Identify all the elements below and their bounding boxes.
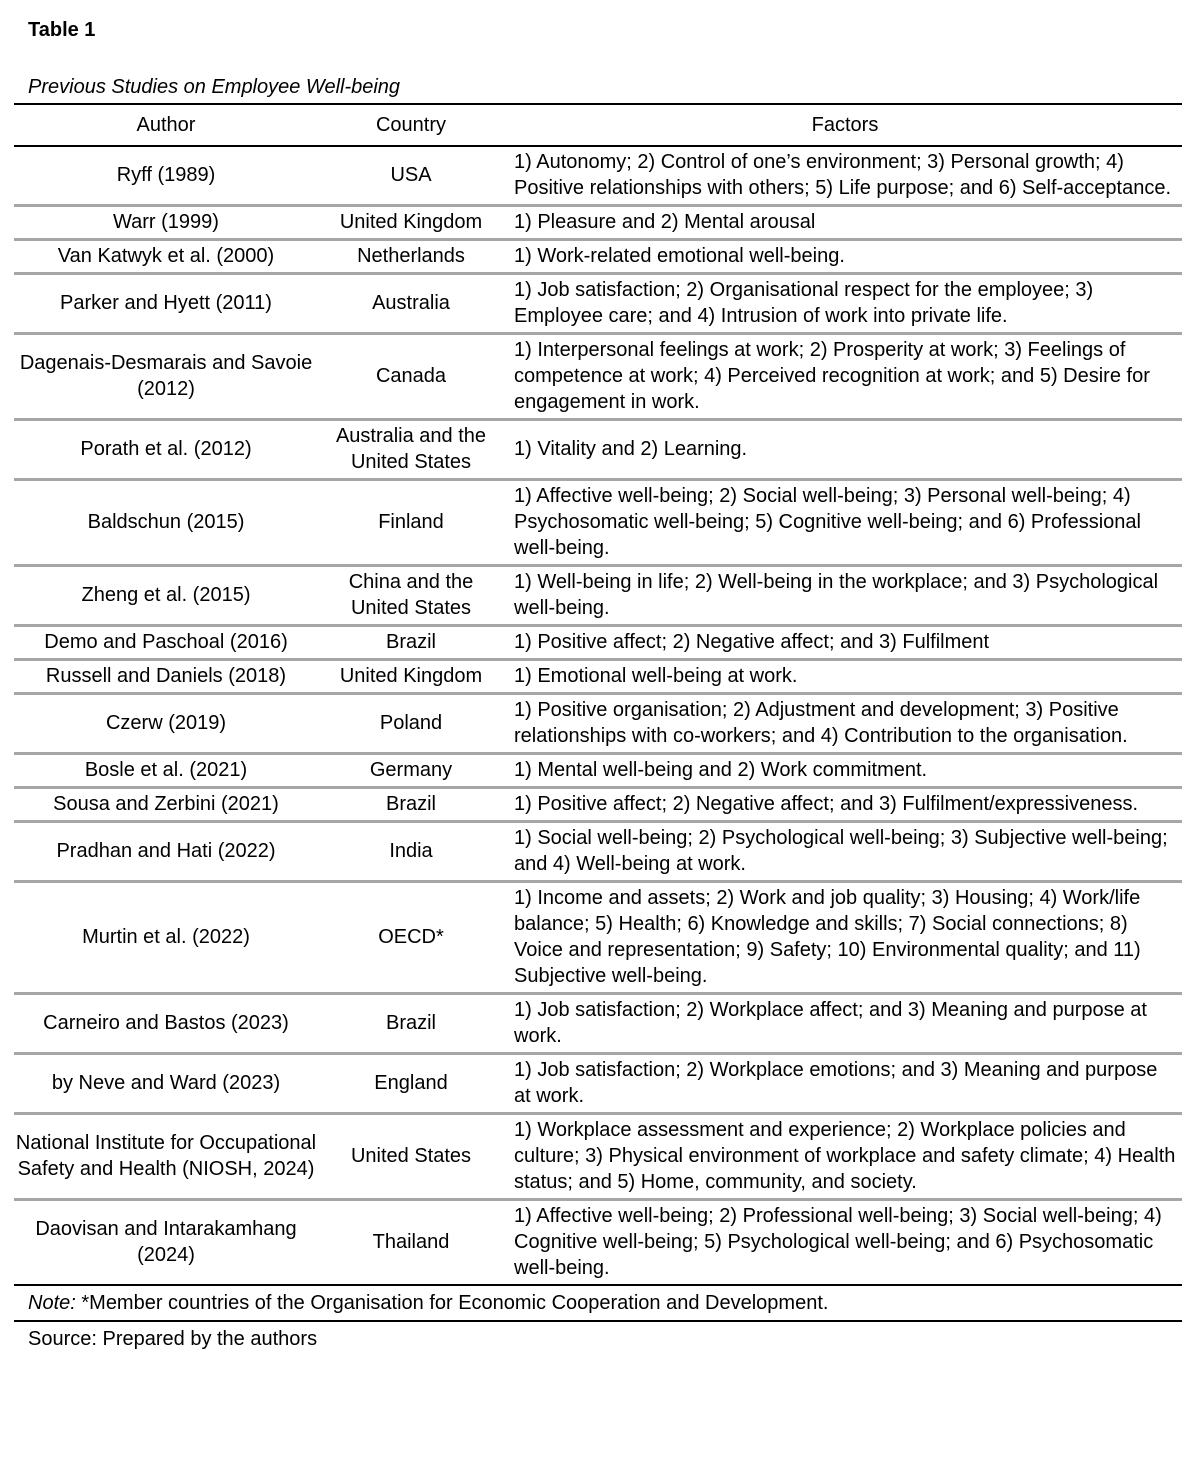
factors-cell: 1) Pleasure and 2) Mental arousal — [504, 206, 1182, 240]
author-cell: Parker and Hyett (2011) — [14, 274, 318, 334]
author-cell: Zheng et al. (2015) — [14, 566, 318, 626]
factors-cell: 1) Positive organisation; 2) Adjustment and development; 3) Positive relationships with co-workers; and 4) Contribution to the organisation. — [504, 694, 1182, 754]
author-cell: Baldschun (2015) — [14, 480, 318, 566]
factors-cell: 1) Positive affect; 2) Negative affect; and 3) Fulfilment/expressiveness. — [504, 788, 1182, 822]
author-cell: Sousa and Zerbini (2021) — [14, 788, 318, 822]
factors-cell: 1) Workplace assessment and experience; 2) Workplace policies and culture; 3) Physical environment of workplace and safety climate; 4) Health status; and 5) Home, community, and society. — [504, 1114, 1182, 1200]
factors-cell: 1) Social well-being; 2) Psychological well-being; 3) Subjective well-being; and 4) Well-being at work. — [504, 822, 1182, 882]
table-row — [14, 240, 1182, 274]
table-note — [14, 1286, 1182, 1322]
factors-cell: 1) Emotional well-being at work. — [504, 660, 1182, 694]
table-row — [14, 206, 1182, 240]
author-cell: National Institute for Occupational Safety and Health (NIOSH, 2024) — [14, 1114, 318, 1200]
author-cell: Carneiro and Bastos (2023) — [14, 994, 318, 1054]
author-cell: Daovisan and Intarakamhang (2024) — [14, 1200, 318, 1286]
note-text: *Member countries of the Organisation for Economic Cooperation and Development. — [75, 1292, 829, 1314]
table-row — [14, 994, 1182, 1054]
author-cell: Warr (1999) — [14, 206, 318, 240]
country-cell: Brazil — [318, 626, 504, 660]
country-cell: Germany — [318, 754, 504, 788]
country-cell: Canada — [318, 334, 504, 420]
country-cell: Brazil — [318, 788, 504, 822]
factors-cell: 1) Well-being in life; 2) Well-being in the workplace; and 3) Psychological well-being. — [504, 566, 1182, 626]
table-row — [14, 882, 1182, 994]
factors-cell: 1) Autonomy; 2) Control of one’s environment; 3) Personal growth; 4) Positive relationships with others; 5) Life purpose; and 6) Self-acceptance. — [504, 146, 1182, 206]
column-header-author: Author — [14, 104, 318, 146]
country-cell: Finland — [318, 480, 504, 566]
table-title: Previous Studies on Employee Well-being — [28, 76, 401, 98]
table-row — [14, 146, 1182, 206]
factors-cell: 1) Work-related emotional well-being. — [504, 240, 1182, 274]
country-cell: Australia — [318, 274, 504, 334]
factors-cell: 1) Mental well-being and 2) Work commitment. — [504, 754, 1182, 788]
country-cell: India — [318, 822, 504, 882]
column-header-country: Country — [318, 104, 504, 146]
factors-cell: 1) Positive affect; 2) Negative affect; and 3) Fulfilment — [504, 626, 1182, 660]
author-cell: Bosle et al. (2021) — [14, 754, 318, 788]
table-row — [14, 1054, 1182, 1114]
table-row — [14, 822, 1182, 882]
factors-cell: 1) Affective well-being; 2) Social well-being; 3) Personal well-being; 4) Psychosomatic well-being; 5) Cognitive well-being; and 6) Professional well-being. — [504, 480, 1182, 566]
table-row — [14, 1200, 1182, 1286]
studies-table — [14, 103, 1182, 1286]
factors-cell: 1) Job satisfaction; 2) Workplace emotions; and 3) Meaning and purpose at work. — [504, 1054, 1182, 1114]
column-header-factors: Factors — [504, 104, 1182, 146]
country-cell: Poland — [318, 694, 504, 754]
author-cell: Porath et al. (2012) — [14, 420, 318, 480]
table-row — [14, 1114, 1182, 1200]
country-cell: Australia and the United States — [318, 420, 504, 480]
factors-cell: 1) Interpersonal feelings at work; 2) Prosperity at work; 3) Feelings of competence at work; 4) Perceived recognition at work; and 5) Desire for engagement in work. — [504, 334, 1182, 420]
table-row — [14, 334, 1182, 420]
author-cell: Ryff (1989) — [14, 146, 318, 206]
author-cell: Pradhan and Hati (2022) — [14, 822, 318, 882]
table-row — [14, 626, 1182, 660]
table-row — [14, 420, 1182, 480]
header-row — [14, 104, 1182, 146]
table-row — [14, 566, 1182, 626]
country-cell: Netherlands — [318, 240, 504, 274]
factors-cell: 1) Affective well-being; 2) Professional well-being; 3) Social well-being; 4) Cognitive well-being; 5) Psychological well-being; and 6) Psychosomatic well-being. — [504, 1200, 1182, 1286]
table-row — [14, 694, 1182, 754]
factors-cell: 1) Vitality and 2) Learning. — [504, 420, 1182, 480]
table-source: Source: Prepared by the authors — [28, 1328, 318, 1350]
country-cell: OECD* — [318, 882, 504, 994]
table-row — [14, 274, 1182, 334]
country-cell: United Kingdom — [318, 660, 504, 694]
table-row — [14, 788, 1182, 822]
table-label: Table 1 — [28, 19, 96, 41]
table-body — [14, 146, 1182, 1285]
table-row — [14, 480, 1182, 566]
country-cell: United States — [318, 1114, 504, 1200]
country-cell: Thailand — [318, 1200, 504, 1286]
author-cell: Van Katwyk et al. (2000) — [14, 240, 318, 274]
note-label: Note: — [28, 1292, 76, 1314]
country-cell: United Kingdom — [318, 206, 504, 240]
author-cell: Czerw (2019) — [14, 694, 318, 754]
author-cell: Dagenais-Desmarais and Savoie (2012) — [14, 334, 318, 420]
table-row — [14, 660, 1182, 694]
country-cell: Brazil — [318, 994, 504, 1054]
factors-cell: 1) Income and assets; 2) Work and job quality; 3) Housing; 4) Work/life balance; 5) Health; 6) Knowledge and skills; 7) Social connections; 8) Voice and representation; 9) Safety; 10) Environmental quality; and 11) Subjective well-being. — [504, 882, 1182, 994]
table-row — [14, 754, 1182, 788]
country-cell: China and the United States — [318, 566, 504, 626]
factors-cell: 1) Job satisfaction; 2) Workplace affect; and 3) Meaning and purpose at work. — [504, 994, 1182, 1054]
country-cell: USA — [318, 146, 504, 206]
author-cell: Demo and Paschoal (2016) — [14, 626, 318, 660]
author-cell: by Neve and Ward (2023) — [14, 1054, 318, 1114]
country-cell: England — [318, 1054, 504, 1114]
author-cell: Russell and Daniels (2018) — [14, 660, 318, 694]
factors-cell: 1) Job satisfaction; 2) Organisational respect for the employee; 3) Employee care; and 4) Intrusion of work into private life. — [504, 274, 1182, 334]
author-cell: Murtin et al. (2022) — [14, 882, 318, 994]
